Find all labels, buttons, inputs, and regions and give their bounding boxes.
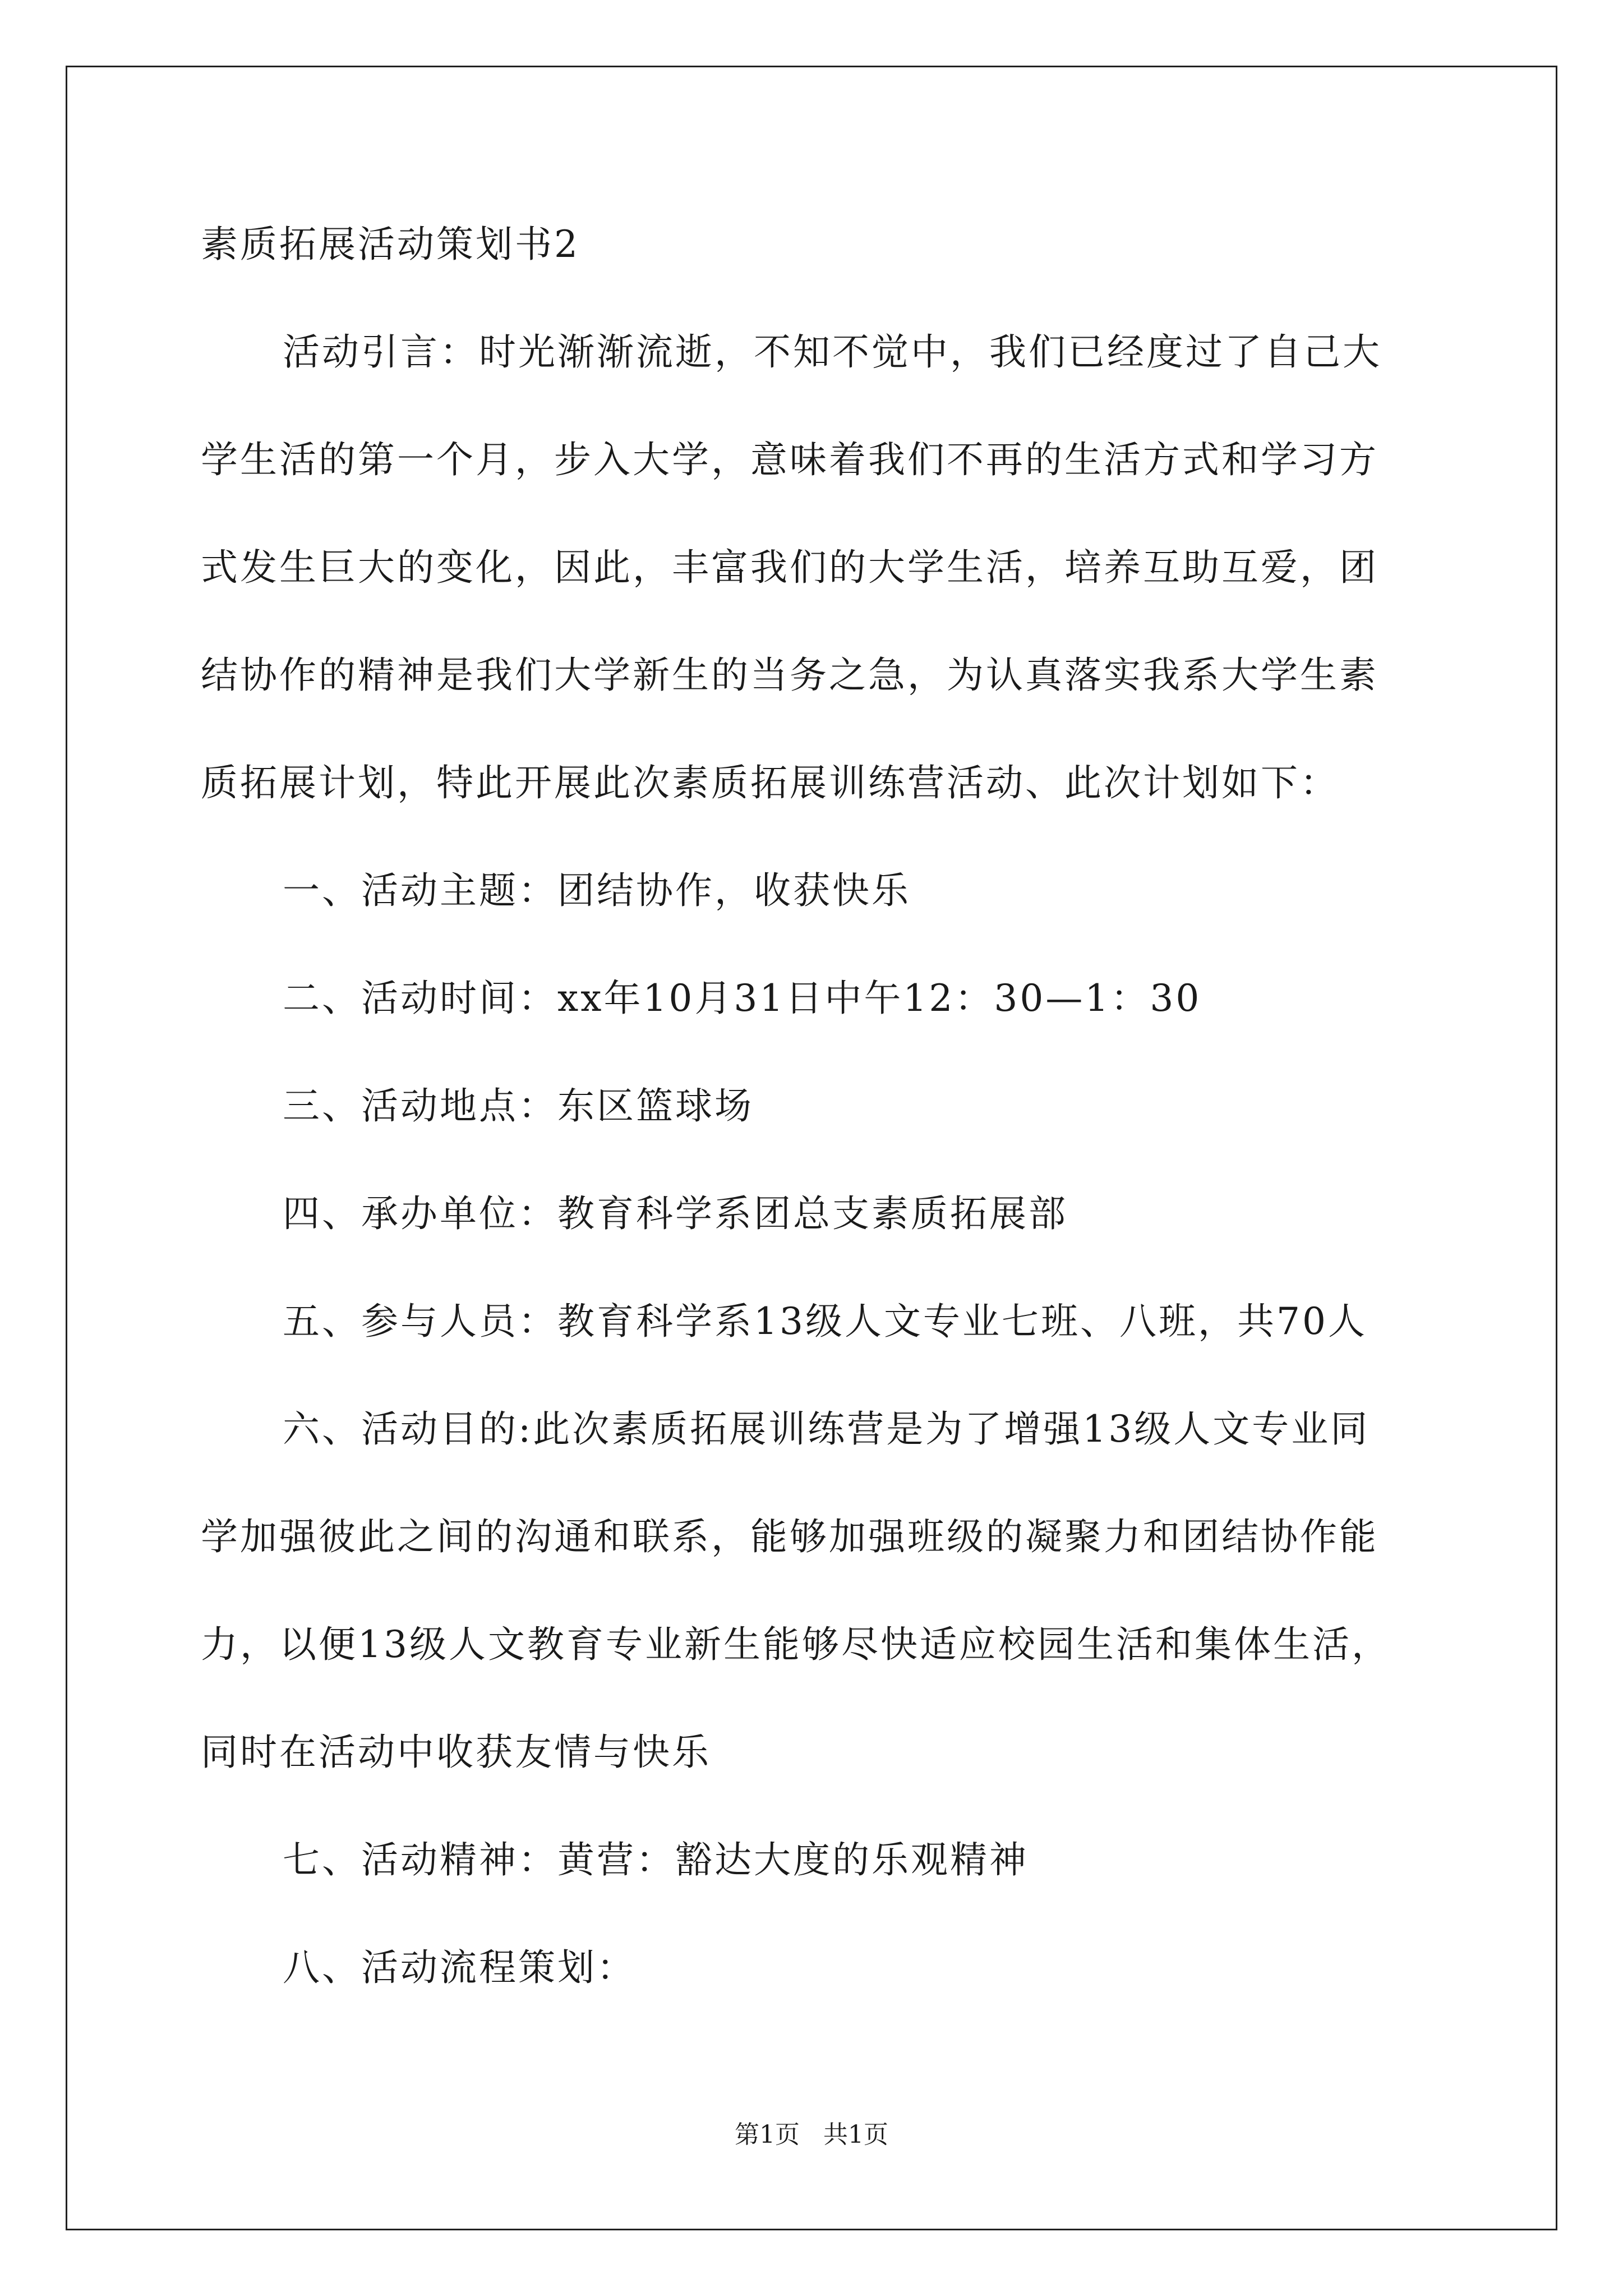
participants: 五、参与人员：教育科学系13级人文专业七班、八班，共70人	[283, 1300, 1367, 1343]
activity-process-heading: 八、活动流程策划：	[283, 1946, 636, 1989]
page-number: 第1页 共1页	[735, 2120, 888, 2149]
intro-paragraph	[201, 324, 1423, 811]
activity-time: 二、活动时间：xx年10月31日中午12：30—1：30	[283, 977, 1202, 1020]
intro-line: 质拓展计划，特此开展此次素质拓展训练营活动、此次计划如下：	[201, 761, 1339, 804]
activity-spirit: 七、活动精神：黄营：豁达大度的乐观精神	[283, 1838, 1029, 1881]
organizer: 四、承办单位：教育科学系团总支素质拓展部	[283, 1192, 1068, 1235]
intro-line: 式发生巨大的变化，因此，丰富我们的大学生活，培养互助互爱，团	[201, 546, 1378, 589]
purpose-line: 学加强彼此之间的沟通和联系，能够加强班级的凝聚力和团结协作能	[201, 1515, 1378, 1558]
intro-line: 活动引言：时光渐渐流逝，不知不觉中，我们已经度过了自己大	[283, 330, 1382, 374]
activity-location: 三、活动地点：东区篮球场	[283, 1084, 754, 1128]
document-title: 素质拓展活动策划书2	[201, 223, 580, 266]
purpose-line: 力，以便13级人文教育专业新生能够尽快适应校园生活和集体生活，	[201, 1623, 1391, 1666]
purpose-line: 同时在活动中收获友情与快乐	[201, 1731, 711, 1774]
intro-line: 结协作的精神是我们大学新生的当务之急，为认真落实我系大学生素	[201, 654, 1378, 697]
document-body	[201, 217, 1423, 1996]
activity-theme: 一、活动主题：团结协作，收获快乐	[283, 869, 911, 912]
purpose-paragraph	[201, 1401, 1423, 1780]
intro-line: 学生活的第一个月，步入大学，意味着我们不再的生活方式和学习方	[201, 438, 1378, 481]
purpose-line: 六、活动目的:此次素质拓展训练营是为了增强13级人文专业同	[283, 1407, 1370, 1451]
